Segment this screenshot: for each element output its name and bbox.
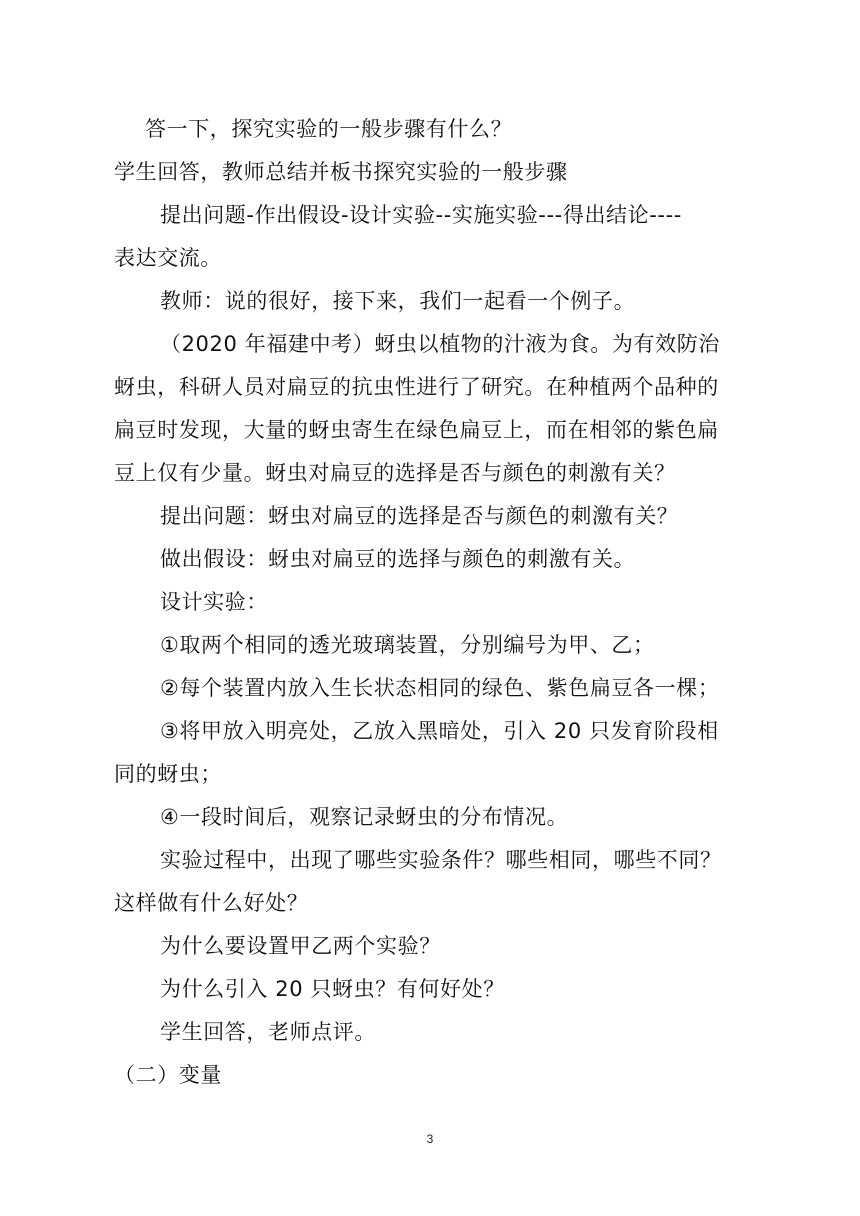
text-line-21: 为什么引入 20 只蚜虫？有何好处？ xyxy=(160,977,505,1001)
text-line-1: 答一下，探究实验的一般步骤有什么？ xyxy=(145,117,513,141)
text-line-11: 做出假设：蚜虫对扁豆的选择与颜色的刺激有关。 xyxy=(160,547,636,571)
text-line-9: 豆上仅有少量。蚜虫对扁豆的选择是否与颜色的刺激有关？ xyxy=(114,461,676,485)
text-line-17: ④一段时间后，观察记录蚜虫的分布情况。 xyxy=(160,805,569,829)
text-line-4: 表达交流。 xyxy=(114,246,222,270)
text-line-6: （2020 年福建中考）蚜虫以植物的汁液为食。为有效防治 xyxy=(160,332,720,356)
text-line-2: 学生回答，教师总结并板书探究实验的一般步骤 xyxy=(114,160,568,184)
text-line-15: ③将甲放入明亮处，乙放入黑暗处，引入 20 只发育阶段相 xyxy=(160,719,719,743)
text-line-5: 教师：说的很好，接下来，我们一起看一个例子。 xyxy=(160,289,636,313)
text-line-14: ②每个装置内放入生长状态相同的绿色、紫色扁豆各一棵； xyxy=(160,676,720,700)
text-line-8: 扁豆时发现，大量的蚜虫寄生在绿色扁豆上，而在相邻的紫色扁 xyxy=(114,418,719,442)
text-line-22: 学生回答，老师点评。 xyxy=(160,1020,376,1044)
section-heading: （二）变量 xyxy=(114,1063,222,1087)
text-line-7: 蚜虫，科研人员对扁豆的抗虫性进行了研究。在种植两个品种的 xyxy=(114,375,719,399)
text-line-20: 为什么要设置甲乙两个实验？ xyxy=(160,934,441,958)
text-line-16: 同的蚜虫； xyxy=(114,762,222,786)
text-line-19: 这样做有什么好处？ xyxy=(114,891,309,915)
text-line-18: 实验过程中，出现了哪些实验条件？哪些相同，哪些不同？ xyxy=(160,848,722,872)
text-line-10: 提出问题：蚜虫对扁豆的选择是否与颜色的刺激有关？ xyxy=(160,504,679,528)
text-line-12: 设计实验： xyxy=(160,590,268,614)
text-line-13: ①取两个相同的透光玻璃装置，分别编号为甲、乙； xyxy=(160,633,655,657)
page-number: 3 xyxy=(426,1132,434,1146)
text-line-3: 提出问题-作出假设-设计实验--实施实验---得出结论---- xyxy=(160,203,682,227)
